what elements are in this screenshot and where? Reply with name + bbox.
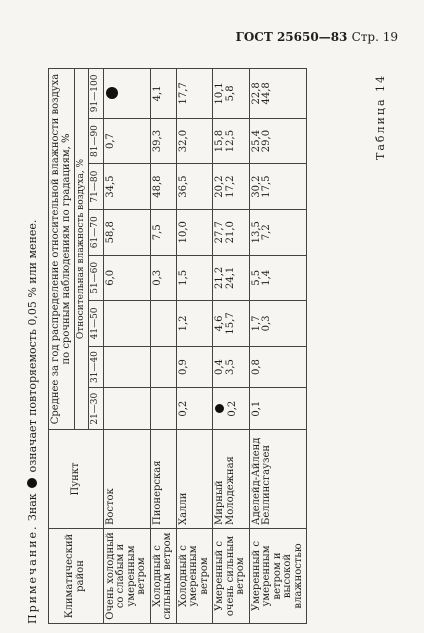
footnote-lead: Примечание.: [26, 524, 39, 624]
point-name: Аделейд-Айленд: [250, 437, 262, 525]
value-cell: 0,1: [249, 388, 307, 430]
value-cell: [103, 301, 150, 347]
value-cell: 4,1: [150, 69, 176, 119]
value-cell: 32,0: [176, 118, 213, 164]
value-cell: 15,8 12,5: [213, 118, 250, 164]
point-name: Восток: [104, 488, 116, 525]
region-cell: Очень холодный со слабым и умеренным ветром: [103, 529, 150, 624]
footnote-after: означает повторяемость 0,05 % или менее.: [26, 219, 39, 473]
point-cell: [176, 430, 213, 529]
dot-marker-icon: [215, 404, 224, 413]
table-title: Таблица 14: [374, 74, 387, 160]
point-name: Пионерская: [151, 460, 163, 525]
value-cell: 4,6 15,7: [213, 301, 250, 347]
point-cell: [150, 430, 176, 529]
value-cell: 58,8: [103, 209, 150, 255]
value-cell: 17,7: [176, 69, 213, 119]
table-row: [249, 69, 307, 624]
value-cell: 0,7: [103, 118, 150, 164]
header-range: 81—90: [89, 118, 103, 164]
value-cell: 0,9: [176, 346, 213, 388]
value-cell: 13,5 7,2: [249, 209, 307, 255]
value-cell: 0,4 3,5: [213, 346, 250, 388]
table-body: [103, 69, 307, 624]
header-range: 41—50: [89, 301, 103, 347]
point-cell: [103, 430, 150, 529]
header-region: Климатический район: [49, 529, 104, 624]
header-group: Среднее за год распределение относительной влажности воздуха по срочным наблюдениям по градациям, %: [49, 69, 75, 430]
value-cell: 1,7 0,3: [249, 301, 307, 347]
value-cell: 39,3: [150, 118, 176, 164]
value-cell: 5,5 1,4: [249, 255, 307, 301]
table-row: [176, 69, 213, 624]
dot-marker-icon: [27, 478, 37, 488]
value-cell: [103, 388, 150, 430]
footnote: [26, 220, 39, 624]
header-point: Пункт: [49, 430, 104, 529]
value-cell: [150, 346, 176, 388]
value-cell: 0,3: [150, 255, 176, 301]
region-cell: Умеренный с умеренным ветром и высокой влажностью: [249, 529, 307, 624]
table-row: [150, 69, 176, 624]
page-header: [236, 30, 398, 44]
table-row: [213, 69, 250, 624]
humidity-table: [48, 68, 307, 624]
point-cell: [213, 430, 250, 529]
header-range: 61—70: [89, 209, 103, 255]
footnote-before: Знак: [26, 493, 39, 521]
header-range: 91—100: [89, 69, 103, 119]
value-cell: 22,8 44,8: [249, 69, 307, 119]
table-row: [103, 69, 150, 624]
value-cell: 20,2 17,2: [213, 164, 250, 210]
point-name: Халли: [177, 492, 189, 525]
point-name: Молодежная: [224, 456, 236, 525]
dot-marker-icon: [106, 87, 118, 99]
value-cell: 1,5: [176, 255, 213, 301]
value-cell: [150, 388, 176, 430]
region-cell: Умеренный с очень сильным ветром: [213, 529, 250, 624]
point-name: Беллинсгаузен: [261, 444, 273, 525]
value-cell: 10,1 5,8: [213, 69, 250, 119]
value-cell: 10,0: [176, 209, 213, 255]
value-cell: [150, 301, 176, 347]
page-number: Стр. 19: [351, 30, 398, 44]
header-subgroup: Относительная влажность воздуха, %: [75, 69, 89, 430]
point-name: Мирный: [214, 480, 226, 525]
header-range: 51—60: [89, 255, 103, 301]
value-cell: 0,8: [249, 346, 307, 388]
header-range: 31—40: [89, 346, 103, 388]
value-cell: 34,5: [103, 164, 150, 210]
point-cell: [249, 430, 307, 529]
value-cell: 21,2 24,1: [213, 255, 250, 301]
value-cell: 25,4 29,0: [249, 118, 307, 164]
value-cell: 30,2 17,5: [249, 164, 307, 210]
value-cell: 27,7 21,0: [213, 209, 250, 255]
value-cell: 1,2: [176, 301, 213, 347]
value-cell: 48,8: [150, 164, 176, 210]
rotated-table-block: [18, 68, 387, 628]
header-range: 71—80: [89, 164, 103, 210]
value-cell: 0,2: [176, 388, 213, 430]
value-cell: 6,0: [103, 255, 150, 301]
standard-number: ГОСТ 25650—83: [235, 30, 348, 44]
region-cell: Холодный с сильным ветром: [150, 529, 176, 624]
value-cell: 7,5: [150, 209, 176, 255]
header-range: 21—30: [89, 388, 103, 430]
value-cell: [103, 69, 150, 119]
value-cell: 0,2: [213, 388, 250, 430]
value-cell: [103, 346, 150, 388]
value-cell: 36,5: [176, 164, 213, 210]
region-cell: Холодный с умеренным ветром: [176, 529, 213, 624]
